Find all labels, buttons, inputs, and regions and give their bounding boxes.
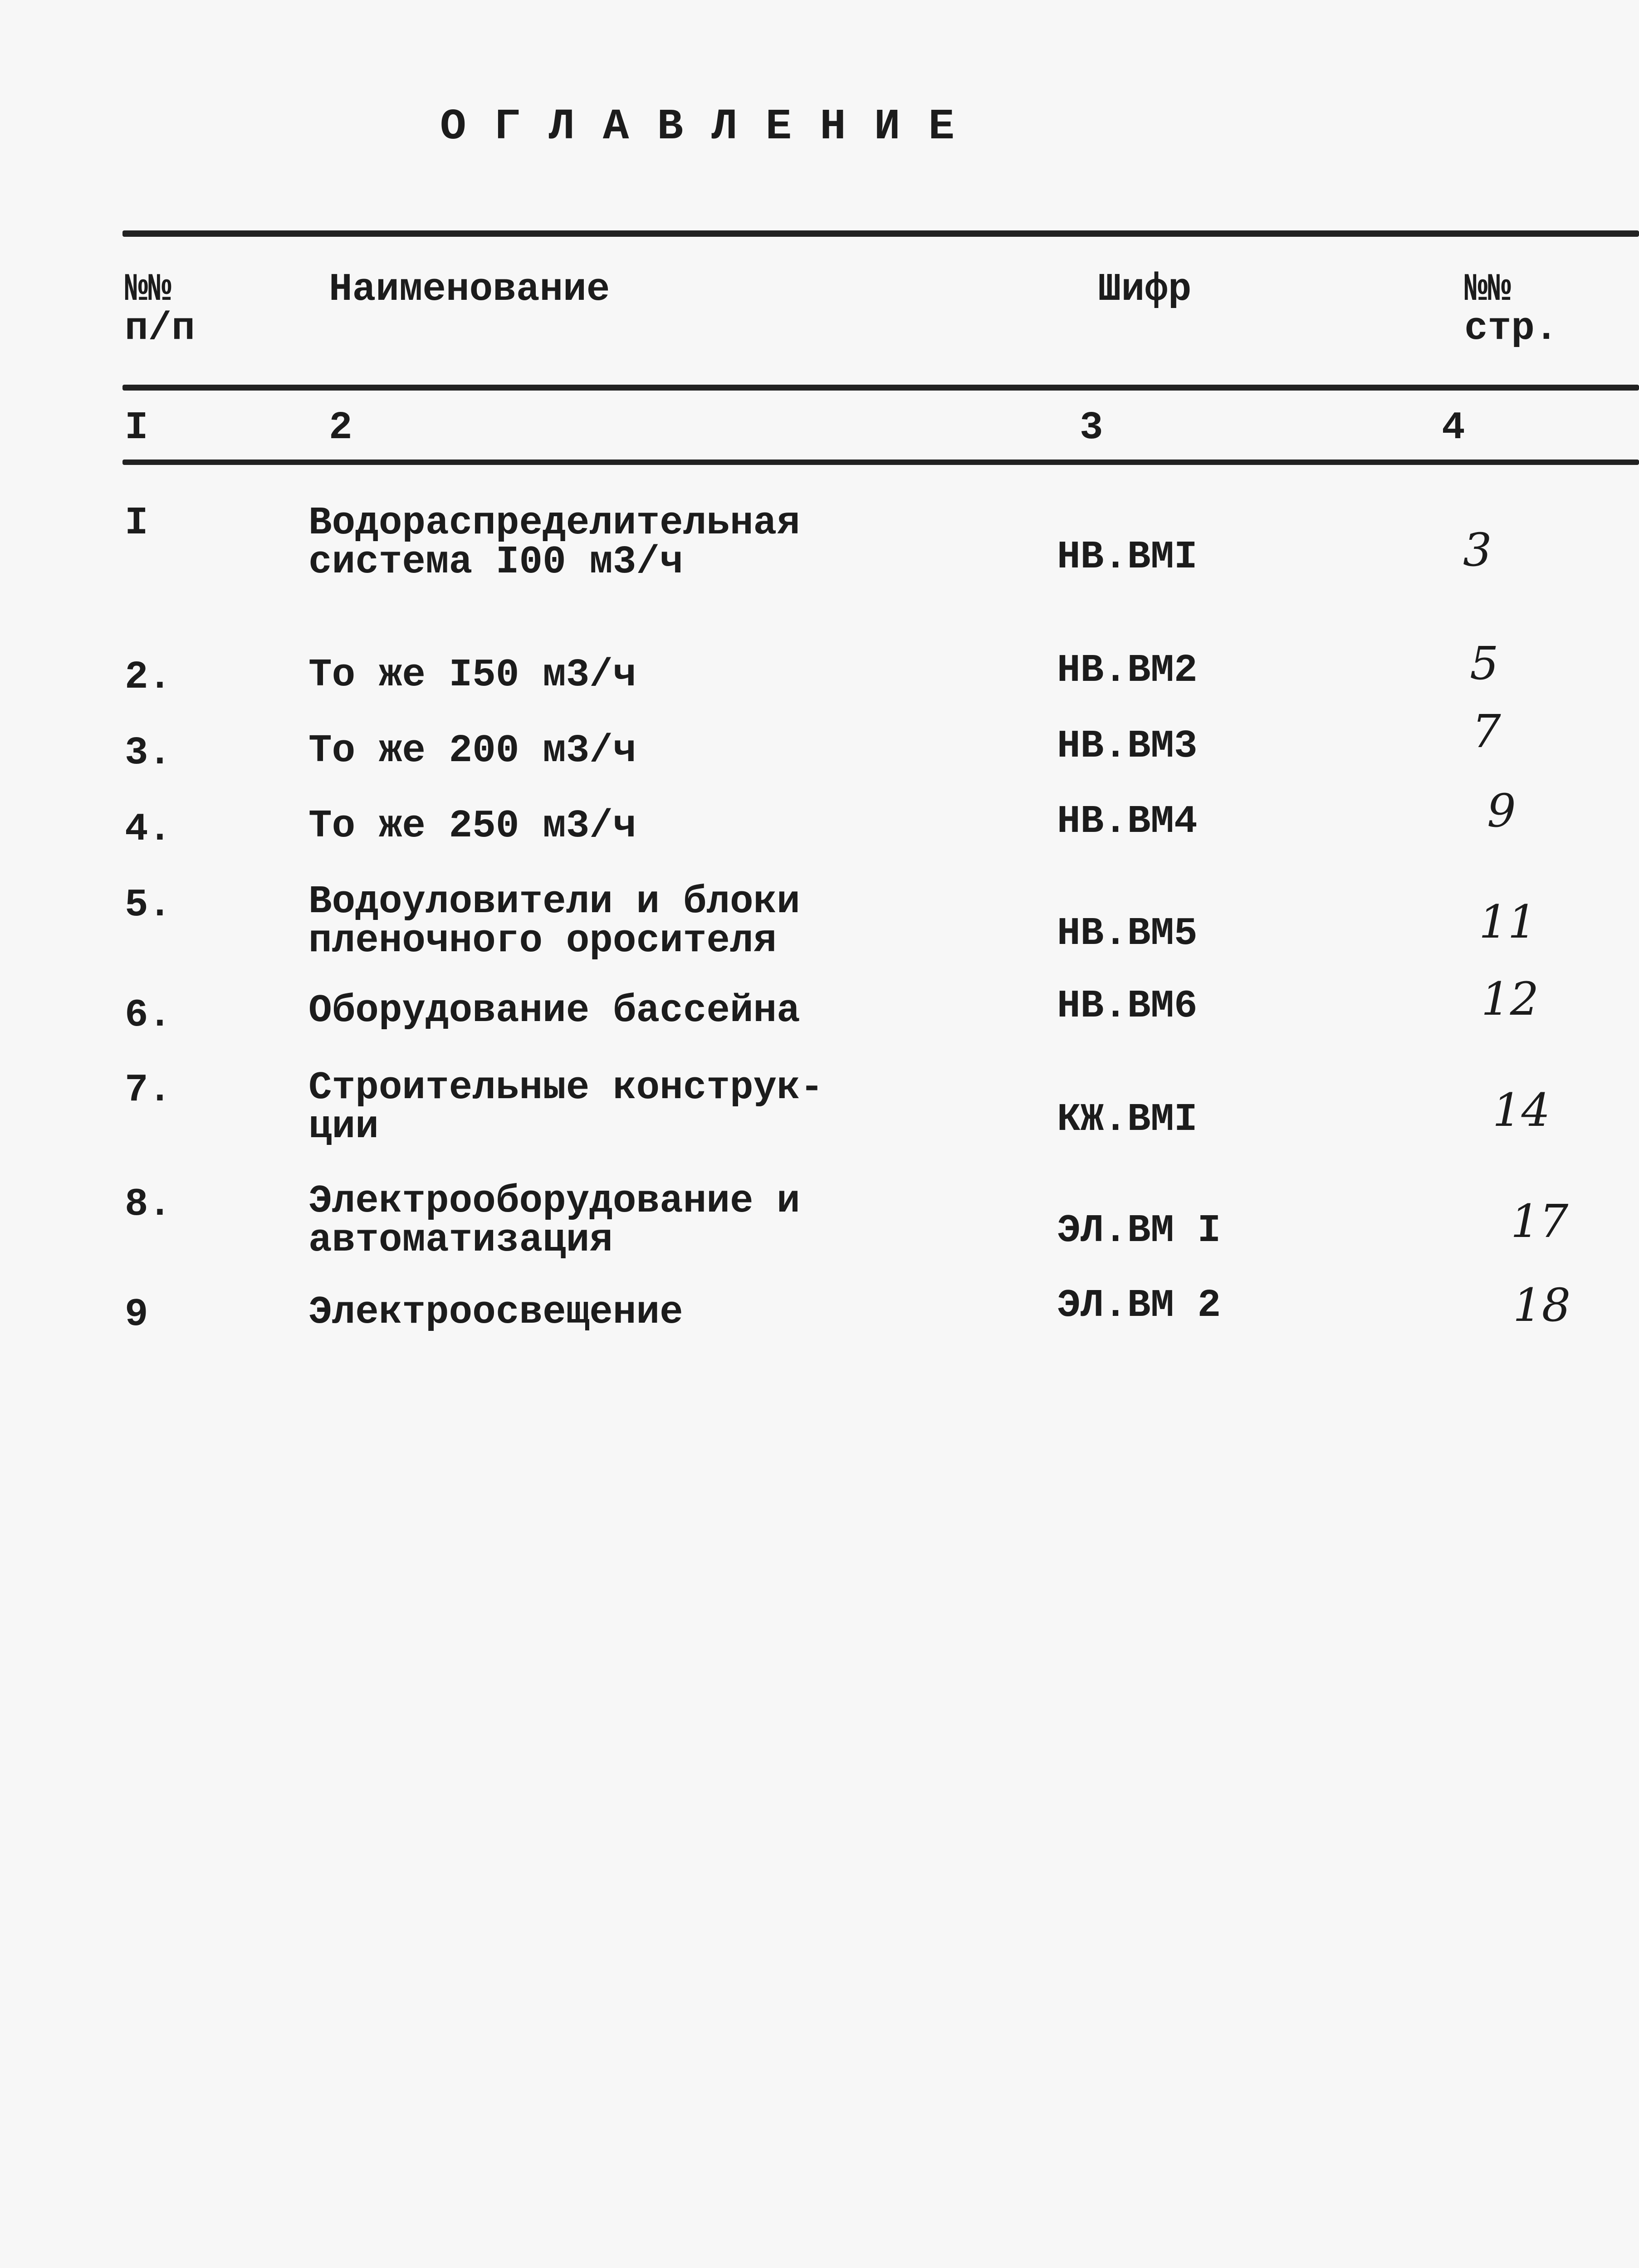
row-2-name: То же I50 м3/ч (308, 653, 636, 697)
row-7-page: 14 (1492, 1084, 1551, 1137)
column-number-1: I (125, 406, 148, 450)
row-4-name: То же 250 м3/ч (308, 804, 636, 848)
row-1-name: Водораспределительная система I00 м3/ч (308, 501, 800, 584)
row-7-code: КЖ.ВМI (1057, 1097, 1198, 1142)
column-number-3: 3 (1080, 406, 1103, 450)
row-5-name: Водоуловители и блоки пленочного оросителя (308, 880, 800, 963)
row-6-number: 6. (125, 993, 172, 1037)
row-1-code: НВ.ВМI (1057, 535, 1198, 579)
row-1-page: 3 (1463, 523, 1492, 577)
row-9-number: 9 (125, 1292, 148, 1337)
row-3-page: 7 (1472, 705, 1501, 758)
row-2-page: 5 (1470, 637, 1499, 690)
row-8-page: 17 (1511, 1195, 1569, 1248)
row-4-page: 9 (1487, 784, 1516, 837)
row-4-code: НВ.ВМ4 (1057, 799, 1198, 844)
row-5-page: 11 (1479, 895, 1537, 948)
row-2-code: НВ.ВМ2 (1057, 648, 1198, 693)
column-number-2: 2 (329, 406, 352, 450)
row-5-number: 5. (125, 883, 172, 927)
row-7-number: 7. (125, 1068, 172, 1112)
header-number: №№ п/п (125, 267, 195, 351)
row-6-name: Оборудование бассейна (308, 988, 800, 1033)
row-3-code: НВ.ВМ3 (1057, 724, 1198, 768)
row-5-code: НВ.ВМ5 (1057, 911, 1198, 956)
table-top-rule (122, 230, 1639, 237)
row-8-name: Электрооборудование и автоматизация (308, 1179, 800, 1262)
row-3-number: 3. (125, 731, 172, 775)
row-1-number: I (125, 501, 148, 545)
row-3-name: То же 200 м3/ч (308, 728, 636, 773)
column-numbers-rule (122, 459, 1639, 465)
row-6-page: 12 (1481, 973, 1539, 1026)
header-name: Наименование (329, 267, 610, 312)
row-6-code: НВ.ВМ6 (1057, 984, 1198, 1028)
page-title: ОГЛАВЛЕНИЕ (440, 102, 983, 152)
row-9-page: 18 (1513, 1279, 1571, 1332)
row-2-number: 2. (125, 655, 172, 699)
row-7-name: Строительные конструк- ции (308, 1066, 824, 1149)
row-4-number: 4. (125, 807, 172, 851)
row-8-code: ЭЛ.ВМ I (1057, 1208, 1221, 1253)
row-9-name: Электроосвещение (308, 1290, 683, 1334)
header-page: №№ стр. (1464, 267, 1558, 351)
header-divider-rule (122, 385, 1639, 391)
header-code: Шифр (1098, 267, 1192, 312)
row-8-number: 8. (125, 1182, 172, 1227)
column-number-4: 4 (1442, 406, 1465, 450)
row-9-code: ЭЛ.ВМ 2 (1057, 1283, 1221, 1328)
